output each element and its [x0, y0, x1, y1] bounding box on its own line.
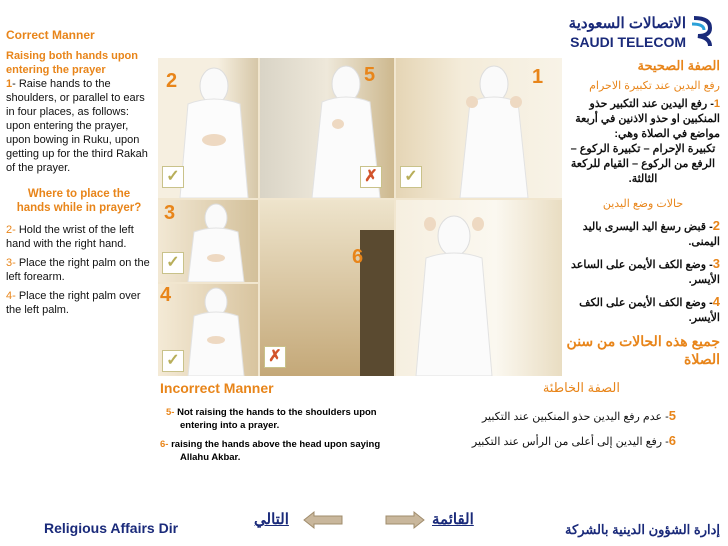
menu-link[interactable]: القائمة: [432, 511, 474, 528]
incorrect-manner-heading: Incorrect Manner: [160, 380, 274, 396]
item-3-number: 3-: [6, 257, 16, 269]
arabic-item-4-text: - وضع الكف الأيمن على الكف الأيسر.: [579, 297, 720, 324]
arabic-item-4-number: 4: [712, 294, 720, 309]
incorrect-item-5: [166, 406, 410, 432]
arabic-hands-heading: حالات وضع اليدين: [602, 198, 684, 210]
arabic-incorrect-item-5-text: - عدم رفع اليدين حذو المنكبين عند التكبير: [481, 411, 669, 423]
cross-icon: ✗: [360, 166, 382, 188]
arabic-item-1: [566, 97, 720, 142]
check-icon: ✓: [162, 166, 184, 188]
stc-logo-icon: [690, 14, 714, 48]
arabic-item-1-number: 1: [713, 98, 720, 110]
arabic-item-3-number: 3: [712, 256, 720, 271]
arabic-raising-subheading: رفع اليدين عند تكبيرة الاحرام: [589, 80, 720, 92]
arabic-item-1-places: تكبيرة الإحرام – تكبيرة الركوع – الرفع من الركوع – القيام للركعة الثالثة.: [570, 143, 716, 185]
incorrect-item-6: [160, 438, 410, 464]
raising-hands-subheading: Raising both hands upon entering the prayer: [6, 50, 138, 76]
arabic-incorrect-section: [420, 380, 676, 448]
item-2-text: Hold the wrist of the left hand with the right hand.: [6, 224, 134, 250]
praying-figure-6: [360, 230, 394, 376]
arabic-incorrect-item-6-number: 6: [668, 433, 676, 448]
english-incorrect-section: [160, 380, 410, 464]
incorrect-item-5-number: 5-: [166, 407, 175, 418]
arabic-incorrect-item-5: [420, 408, 676, 423]
arabic-incorrect-heading: الصفة الخاطئة: [542, 380, 620, 395]
check-icon: ✓: [162, 350, 184, 372]
arabic-incorrect-item-6-text: - رفع اليدين إلى أعلى من الرأس عند التكبير: [471, 436, 669, 448]
arabic-incorrect-item-6: [420, 433, 676, 448]
item-4-number: 4-: [6, 290, 16, 302]
arabic-item-1-text: - رفع اليدين عند التكبير حذو المنكبين او حذو الاذنين في أربعة مواضع في الصلاة وهي:: [575, 98, 720, 140]
item-1-number: 1: [6, 78, 13, 90]
incorrect-item-6-number: 6-: [160, 439, 169, 450]
saudi-telecom-logo: [548, 12, 716, 52]
arabic-correct-heading: الصفة الصحيحة: [637, 58, 720, 73]
where-hands-heading: Where to place the hands while in prayer?: [16, 188, 142, 214]
item-3: [6, 256, 152, 284]
logo-english-text: SAUDI TELECOM: [570, 34, 686, 50]
arabic-item-3: [566, 256, 720, 288]
next-link[interactable]: التالي: [254, 511, 289, 528]
english-correct-section: [6, 28, 152, 317]
praying-figure-1: [448, 62, 538, 198]
footer-english-title: Religious Affairs Dir: [44, 520, 179, 536]
check-icon: ✓: [400, 166, 422, 188]
arabic-item-4: [566, 294, 720, 326]
item-4-text: Place the right palm over the left palm.: [6, 290, 141, 316]
arabic-correct-section: [566, 58, 720, 368]
item-3-text: Place the right palm on the left forearm.: [6, 257, 150, 283]
arabic-item-2-number: 2: [712, 218, 720, 233]
panel-number-4: 4: [160, 284, 172, 306]
item-1: [6, 77, 152, 175]
panel-number-2: 2: [166, 70, 178, 92]
panel-number-6: 6: [352, 246, 364, 268]
item-2-number: 2-: [6, 224, 16, 236]
arabic-item-2-text: - قبض رسغ اليد اليسرى باليد اليمنى.: [582, 221, 720, 248]
logo-arabic-text: الاتصالات السعودية: [568, 15, 686, 32]
arabic-item-3-text: - وضع الكف الأيمن على الساعد الأيسر.: [571, 259, 720, 286]
praying-figure-3: [176, 202, 256, 282]
praying-figure-4: [176, 286, 256, 376]
incorrect-item-5-text: Not raising the hands to the shoulders upon entering into a prayer.: [174, 407, 377, 431]
correct-manner-heading: Correct Manner: [6, 28, 95, 42]
photo-collage: [158, 58, 562, 376]
prev-arrow-icon[interactable]: [302, 510, 344, 530]
panel-number-5: 5: [364, 64, 376, 86]
cross-icon: ✗: [264, 346, 286, 368]
footer-arabic-title: إدارة الشؤون الدينية بالشركة: [565, 522, 720, 537]
arabic-sunnah-note: جميع هذه الحالات من سنن الصلاة: [566, 333, 720, 367]
panel-number-1: 1: [532, 66, 544, 88]
item-2: [6, 223, 152, 251]
panel-number-3: 3: [164, 202, 176, 224]
arabic-item-2: [566, 218, 720, 250]
item-4: [6, 289, 152, 317]
arabic-incorrect-item-5-number: 5: [668, 408, 676, 423]
incorrect-item-6-text: raising the hands above the head upon saying Allahu Akbar.: [168, 439, 381, 463]
photo-panel-6-figure: [396, 200, 562, 376]
next-arrow-icon[interactable]: [384, 510, 426, 530]
check-icon: ✓: [162, 252, 184, 274]
item-1-text: - Raise hands to the shoulders, or parallel to ears in four places, as follows: upon entering the prayer, upon bowing in Ruku, upon getting up for the third Rakah of the prayer.: [6, 78, 148, 174]
praying-figure-6b: [404, 206, 504, 376]
